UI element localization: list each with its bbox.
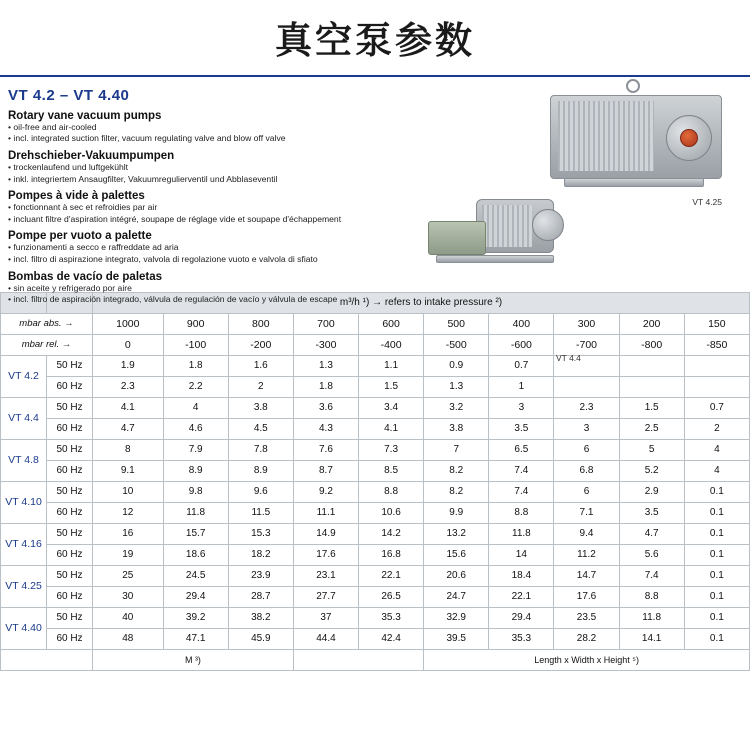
hz-label: 50 Hz: [47, 481, 93, 502]
data-cell: 2.5: [619, 418, 684, 439]
mbar-rel-value: -400: [359, 334, 424, 355]
data-cell: 1.5: [619, 397, 684, 418]
mbar-abs-value: 300: [554, 313, 619, 334]
table-row: [1, 460, 750, 481]
data-cell: 16.8: [359, 544, 424, 565]
pump-image-small: [420, 185, 580, 285]
model-label: VT 4.40: [1, 607, 47, 649]
model-label: VT 4.8: [1, 439, 47, 481]
mbar-rel-value: -800: [619, 334, 684, 355]
mbar-rel-value: -100: [163, 334, 228, 355]
data-cell: 5.2: [619, 460, 684, 481]
data-cell: 9.2: [293, 481, 358, 502]
data-cell: 7: [424, 439, 489, 460]
data-cell: 9.1: [93, 460, 164, 481]
table-row: [1, 586, 750, 607]
data-cell: 1.1: [359, 355, 424, 376]
data-cell: 13.2: [424, 523, 489, 544]
language-block-it: [8, 230, 750, 265]
data-cell: 3.4: [359, 397, 424, 418]
footer-spacer: [1, 649, 93, 670]
lifting-hook-icon: [626, 79, 640, 93]
pump-image-large: [540, 83, 730, 193]
data-cell: 4.3: [293, 418, 358, 439]
cooling-fins: [558, 101, 654, 171]
lang-line: • funzionamenti a secco e raffreddate ad aria: [8, 242, 750, 254]
data-cell: 12: [93, 502, 164, 523]
data-cell: 30: [93, 586, 164, 607]
data-cell: 0.1: [684, 607, 749, 628]
data-cell: 35.3: [489, 628, 554, 649]
data-cell: 28.2: [554, 628, 619, 649]
language-block-fr: [8, 190, 750, 225]
mbar-rel-value: -700: [554, 334, 619, 355]
data-cell: 8.8: [619, 586, 684, 607]
data-cell: 47.1: [163, 628, 228, 649]
data-cell: 18.4: [489, 565, 554, 586]
data-cell: 11.5: [228, 502, 293, 523]
mbar-abs-value: 600: [359, 313, 424, 334]
data-cell: 6: [554, 439, 619, 460]
data-cell: 3.8: [424, 418, 489, 439]
lang-title-it: Pompe per vuoto a palette: [8, 230, 152, 243]
table-row: [1, 355, 750, 376]
data-cell: 0.7: [489, 355, 554, 376]
mbar-rel-value: 0: [93, 334, 164, 355]
data-cell: 15.3: [228, 523, 293, 544]
lang-title-en: Rotary vane vacuum pumps: [8, 109, 162, 122]
data-cell: 4.6: [163, 418, 228, 439]
data-cell: 17.6: [293, 544, 358, 565]
data-cell: 0.7: [684, 397, 749, 418]
data-cell: 40: [93, 607, 164, 628]
lang-title-de: Drehschieber-Vakuumpumpen: [8, 150, 175, 163]
data-cell: 14.2: [359, 523, 424, 544]
lang-title-es: Bombas de vacío de paletas: [8, 270, 163, 283]
hz-label: 60 Hz: [47, 502, 93, 523]
data-cell: 10.6: [359, 502, 424, 523]
data-cell: 6.8: [554, 460, 619, 481]
data-cell: 0.1: [684, 544, 749, 565]
data-cell: 1.8: [163, 355, 228, 376]
data-cell: 3: [489, 397, 554, 418]
data-cell: 7.4: [489, 481, 554, 502]
mbar-abs-value: 400: [489, 313, 554, 334]
lang-line: • incl. filtro de aspiración integrado, válvula de regulación de vacío y válvula de escape: [8, 294, 750, 306]
data-cell: 4.5: [228, 418, 293, 439]
data-cell: 4.1: [93, 397, 164, 418]
data-cell: 39.2: [163, 607, 228, 628]
data-cell: 3.5: [619, 502, 684, 523]
mbar-rel-value: -200: [228, 334, 293, 355]
data-cell: 6: [554, 481, 619, 502]
table-row: [1, 607, 750, 628]
hz-label: 50 Hz: [47, 439, 93, 460]
lang-line: • trockenlaufend und luftgekühlt: [8, 162, 750, 174]
data-cell: 1.5: [359, 376, 424, 397]
data-cell: 16: [93, 523, 164, 544]
data-cell: 0.1: [684, 586, 749, 607]
table-row: [1, 397, 750, 418]
hz-label: 60 Hz: [47, 418, 93, 439]
mbar-rel-value: -300: [293, 334, 358, 355]
data-cell: [684, 355, 749, 376]
data-cell: [619, 355, 684, 376]
lang-line: • incluant filtre d'aspiration intégré, soupape de réglage vide et soupape d'échappement: [8, 214, 750, 226]
data-cell: 11.8: [489, 523, 554, 544]
model-label: VT 4.16: [1, 523, 47, 565]
language-block-es: [8, 271, 750, 306]
data-cell: 44.4: [293, 628, 358, 649]
data-cell: 11.1: [293, 502, 358, 523]
data-cell: 4: [684, 460, 749, 481]
footer-spacer-2: [293, 649, 423, 670]
pump-image-small-caption: VT 4.4: [556, 352, 581, 363]
table-footer-row: [1, 649, 750, 670]
data-cell: 25: [93, 565, 164, 586]
data-cell: 3: [554, 418, 619, 439]
data-cell: 39.5: [424, 628, 489, 649]
model-label: VT 4.2: [1, 355, 47, 397]
data-cell: 23.5: [554, 607, 619, 628]
data-cell: 15.6: [424, 544, 489, 565]
table-row: [1, 628, 750, 649]
dimensions-label: Length x Width x Height ⁵): [424, 649, 750, 670]
mbar-rel-value: -850: [684, 334, 749, 355]
data-cell: 24.7: [424, 586, 489, 607]
data-cell: 1.8: [293, 376, 358, 397]
data-cell: 1.9: [93, 355, 164, 376]
table-row: [1, 544, 750, 565]
data-cell: 6.5: [489, 439, 554, 460]
data-cell: 0.1: [684, 565, 749, 586]
data-cell: 4: [684, 439, 749, 460]
data-cell: [619, 376, 684, 397]
data-cell: 7.8: [228, 439, 293, 460]
data-cell: 8.5: [359, 460, 424, 481]
hz-label: 60 Hz: [47, 544, 93, 565]
data-cell: 17.6: [554, 586, 619, 607]
data-cell: [554, 376, 619, 397]
data-cell: 15.7: [163, 523, 228, 544]
hz-label: 60 Hz: [47, 586, 93, 607]
hz-label: 60 Hz: [47, 460, 93, 481]
lang-line: • incl. integrated suction filter, vacuum regulating valve and blow off valve: [8, 133, 750, 145]
model-label: VT 4.10: [1, 481, 47, 523]
data-cell: 3.8: [228, 397, 293, 418]
data-cell: 0.1: [684, 628, 749, 649]
data-cell: 29.4: [489, 607, 554, 628]
data-cell: 29.4: [163, 586, 228, 607]
mbar-abs-value: 900: [163, 313, 228, 334]
data-cell: 8.2: [424, 460, 489, 481]
specification-table: [0, 292, 750, 671]
mbar-abs-label: mbar abs. →: [1, 313, 93, 334]
header-row-mbar-abs: [1, 313, 750, 334]
data-cell: 7.6: [293, 439, 358, 460]
pump-inlet-port: [680, 129, 698, 147]
mbar-rel-value: -600: [489, 334, 554, 355]
pump-image-large-caption: VT 4.25: [692, 196, 722, 207]
data-cell: 7.4: [489, 460, 554, 481]
data-cell: 23.9: [228, 565, 293, 586]
data-cell: 38.2: [228, 607, 293, 628]
data-cell: 10: [93, 481, 164, 502]
data-cell: 14: [489, 544, 554, 565]
data-cell: 0.1: [684, 523, 749, 544]
pump-end-cover: [532, 209, 564, 241]
data-cell: 8.7: [293, 460, 358, 481]
data-cell: 14.7: [554, 565, 619, 586]
data-cell: 7.4: [619, 565, 684, 586]
data-cell: 18.6: [163, 544, 228, 565]
lang-line: • fonctionnant à sec et refroidies par air: [8, 202, 750, 214]
data-cell: 7.1: [554, 502, 619, 523]
data-cell: 5.6: [619, 544, 684, 565]
data-cell: 11.8: [619, 607, 684, 628]
mbar-abs-value: 150: [684, 313, 749, 334]
band-label: m³/h ¹) → refers to intake pressure ²): [93, 292, 750, 313]
data-cell: 8.2: [424, 481, 489, 502]
table-row: [1, 565, 750, 586]
data-cell: 5: [619, 439, 684, 460]
mbar-abs-value: 800: [228, 313, 293, 334]
data-cell: 11.8: [163, 502, 228, 523]
mbar-abs-value: 700: [293, 313, 358, 334]
data-cell: 0.9: [424, 355, 489, 376]
data-cell: 2: [228, 376, 293, 397]
data-cell: 26.5: [359, 586, 424, 607]
model-label: VT 4.4: [1, 397, 47, 439]
model-range-heading: VT 4.2 – VT 4.40: [8, 86, 130, 104]
data-cell: 4.7: [619, 523, 684, 544]
hz-label: 50 Hz: [47, 565, 93, 586]
data-cell: 0.1: [684, 502, 749, 523]
table-row: [1, 376, 750, 397]
data-cell: 3.5: [489, 418, 554, 439]
hz-label: 60 Hz: [47, 376, 93, 397]
data-cell: 0.1: [684, 481, 749, 502]
header-row-mbar-rel: [1, 334, 750, 355]
hz-label: 50 Hz: [47, 397, 93, 418]
mbar-rel-label: mbar rel. →: [1, 334, 93, 355]
data-cell: 19: [93, 544, 164, 565]
lang-line: • inkl. integriertem Ansaugfilter, Vakuumregulierventil und Abblaseventil: [8, 174, 750, 186]
data-cell: 2.2: [163, 376, 228, 397]
data-cell: 9.4: [554, 523, 619, 544]
data-cell: 32.9: [424, 607, 489, 628]
data-cell: 1.3: [424, 376, 489, 397]
mbar-abs-value: 200: [619, 313, 684, 334]
data-cell: 1: [489, 376, 554, 397]
data-cell: 4: [163, 397, 228, 418]
data-cell: 23.1: [293, 565, 358, 586]
mbar-rel-value: -500: [424, 334, 489, 355]
data-cell: 3.2: [424, 397, 489, 418]
lang-title-fr: Pompes à vide à palettes: [8, 190, 145, 203]
data-cell: 8.9: [228, 460, 293, 481]
lang-line: • oil-free and air-cooled: [8, 122, 750, 134]
data-cell: 37: [293, 607, 358, 628]
data-cell: 9.6: [228, 481, 293, 502]
data-cell: 35.3: [359, 607, 424, 628]
data-cell: 22.1: [359, 565, 424, 586]
data-cell: 28.7: [228, 586, 293, 607]
page-title: 真空泵参数: [275, 19, 475, 62]
data-cell: 2: [684, 418, 749, 439]
hz-label: 60 Hz: [47, 628, 93, 649]
hz-label: 50 Hz: [47, 523, 93, 544]
table-row: [1, 523, 750, 544]
data-cell: 8.8: [359, 481, 424, 502]
data-cell: 9.8: [163, 481, 228, 502]
data-cell: 1.6: [228, 355, 293, 376]
data-cell: 48: [93, 628, 164, 649]
cooling-fins: [482, 205, 532, 247]
hz-label: 50 Hz: [47, 355, 93, 376]
data-cell: 11.2: [554, 544, 619, 565]
data-cell: 8.9: [163, 460, 228, 481]
table-row: [1, 439, 750, 460]
data-cell: [684, 376, 749, 397]
pump-silencer-box: [428, 221, 486, 255]
hz-label: 50 Hz: [47, 607, 93, 628]
pump-base: [436, 255, 554, 263]
data-cell: 4.1: [359, 418, 424, 439]
data-cell: 18.2: [228, 544, 293, 565]
data-cell: 4.7: [93, 418, 164, 439]
data-cell: 45.9: [228, 628, 293, 649]
data-cell: 27.7: [293, 586, 358, 607]
data-cell: 24.5: [163, 565, 228, 586]
data-cell: 14.1: [619, 628, 684, 649]
model-label: VT 4.25: [1, 565, 47, 607]
data-cell: 7.9: [163, 439, 228, 460]
lang-line: • incl. filtro di aspirazione integrato, valvola di regolazione vuoto e valvola di sfiato: [8, 254, 750, 266]
data-cell: 8: [93, 439, 164, 460]
data-cell: 22.1: [489, 586, 554, 607]
data-cell: 20.6: [424, 565, 489, 586]
data-cell: 14.9: [293, 523, 358, 544]
mbar-abs-value: 1000: [93, 313, 164, 334]
data-cell: 2.3: [554, 397, 619, 418]
mbar-abs-value: 500: [424, 313, 489, 334]
data-cell: 7.3: [359, 439, 424, 460]
data-cell: 2.3: [93, 376, 164, 397]
lang-line: • sin aceite y refrigerado por aire: [8, 283, 750, 295]
data-cell: 8.8: [489, 502, 554, 523]
motor-symbol-label: M ³): [93, 649, 294, 670]
data-cell: 42.4: [359, 628, 424, 649]
data-cell: 3.6: [293, 397, 358, 418]
table-row: [1, 481, 750, 502]
data-cell: 2.9: [619, 481, 684, 502]
data-cell: 9.9: [424, 502, 489, 523]
table-row: [1, 418, 750, 439]
pump-base: [564, 178, 704, 187]
table-row: [1, 502, 750, 523]
data-cell: 1.3: [293, 355, 358, 376]
